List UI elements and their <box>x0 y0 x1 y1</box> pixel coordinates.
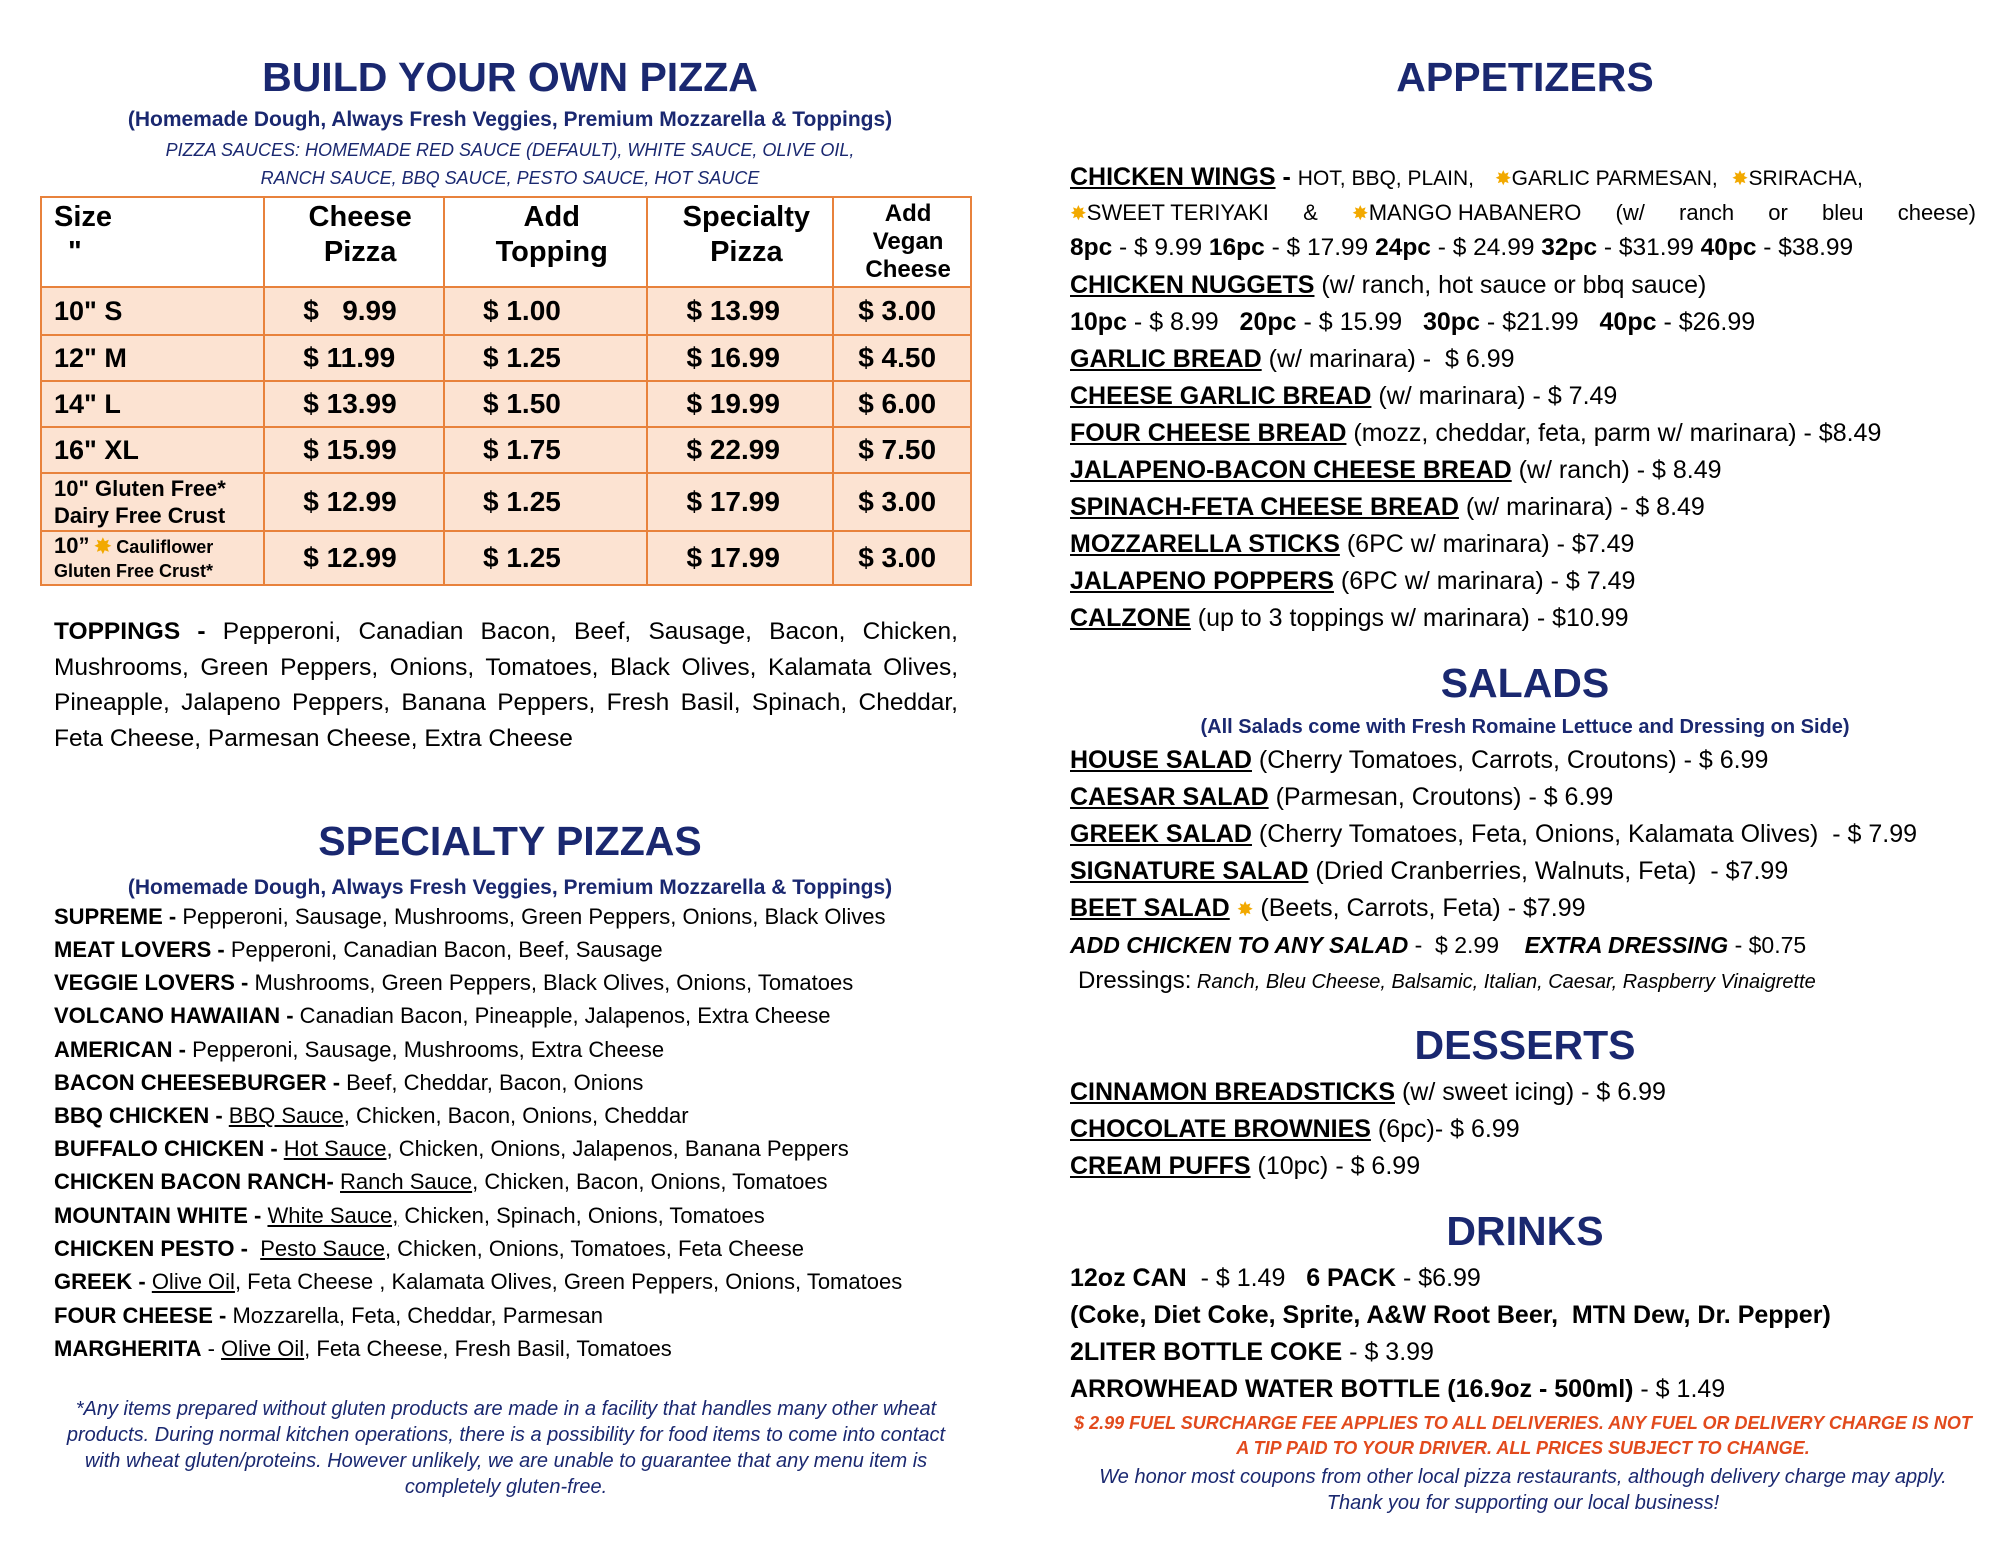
row-topping-price: $ 1.25 <box>444 473 648 531</box>
row-cheese-price: $ 13.99 <box>264 381 444 427</box>
drinks-title: DRINKS <box>1446 1208 1604 1254</box>
pizza-sauces-line-2: RANCH SAUCE, BBQ SAUCE, PESTO SAUCE, HOT SAUCE <box>260 168 760 188</box>
row-specialty-price: $ 19.99 <box>647 381 833 427</box>
header-cheese-pizza: Cheese Pizza <box>264 197 444 287</box>
row-cheese-price: $ 12.99 <box>264 473 444 531</box>
specialty-item: MOUNTAIN WHITE - White Sauce, Chicken, Spinach, Onions, Tomatoes <box>54 1203 765 1228</box>
table-row <box>41 473 971 531</box>
new-item-star-icon: ✸ <box>1494 168 1512 190</box>
dessert-item: CHOCOLATE BROWNIES (6pc)- $ 6.99 <box>1070 1115 1520 1143</box>
menu-item: FOUR CHEESE BREAD (mozz, cheddar, feta, parm w/ marinara) - $8.49 <box>1070 419 1882 447</box>
specialty-item: VEGGIE LOVERS - Mushrooms, Green Peppers, Black Olives, Onions, Tomatoes <box>54 970 854 995</box>
row-topping-price: $ 1.00 <box>444 287 648 335</box>
table-row <box>41 427 971 473</box>
header-size: Size " <box>41 197 264 287</box>
drink-item: ARROWHEAD WATER BOTTLE (16.9oz - 500ml) - $ 1.49 <box>1070 1375 1726 1403</box>
row-specialty-price: $ 16.99 <box>647 335 833 381</box>
salads-subtitle: (All Salads come with Fresh Romaine Lettuce and Dressing on Side) <box>1200 716 1850 738</box>
menu-item: JALAPENO-BACON CHEESE BREAD (w/ ranch) - $ 8.49 <box>1070 456 1722 484</box>
row-topping-price: $ 1.25 <box>444 531 648 585</box>
row-specialty-price: $ 13.99 <box>647 287 833 335</box>
row-vegan-price: $ 7.50 <box>833 427 971 473</box>
drink-item: 2LITER BOTTLE COKE - $ 3.99 <box>1070 1338 1434 1366</box>
specialty-pizzas-title: SPECIALTY PIZZAS <box>318 818 702 864</box>
menu-item: SPINACH-FETA CHEESE BREAD (w/ marinara) - $ 8.49 <box>1070 493 1705 521</box>
specialty-item: MARGHERITA - Olive Oil, Feta Cheese, Fresh Basil, Tomatoes <box>54 1336 672 1361</box>
row-size: 14" L <box>41 381 264 427</box>
salad-item: HOUSE SALAD (Cherry Tomatoes, Carrots, Croutons) - $ 6.99 <box>1070 746 1769 774</box>
toppings-list: TOPPINGS - Pepperoni, Canadian Bacon, Beef, Sausage, Bacon, Chicken, Mushrooms, Green Peppers, Onions, Tomatoes, Black Olives, Kalamata Olives, Pineapple, Jalapeno Peppers, Banana Peppers, Fresh Basil, Spinach, Cheddar, Feta Cheese, Parmesan Cheese, Extra Cheese <box>54 618 958 752</box>
row-vegan-price: $ 3.00 <box>833 473 971 531</box>
dessert-item: CINNAMON BREADSTICKS (w/ sweet icing) - $ 6.99 <box>1070 1078 1666 1106</box>
specialty-item: FOUR CHEESE - Mozzarella, Feta, Cheddar, Parmesan <box>54 1303 603 1328</box>
row-size: 10" S <box>41 287 264 335</box>
pizza-sauces-line-1: PIZZA SAUCES: HOMEMADE RED SAUCE (DEFAULT), WHITE SAUCE, OLIVE OIL, <box>165 140 855 160</box>
row-topping-price: $ 1.25 <box>444 335 648 381</box>
new-item-star-icon: ✸ <box>94 535 112 558</box>
table-row <box>41 381 971 427</box>
chicken-wings-item: CHICKEN WINGS - HOT, BBQ, PLAIN, ✸GARLIC PARMESAN, ✸SRIRACHA, <box>1070 163 1863 191</box>
appetizers-title: APPETIZERS <box>1396 54 1654 100</box>
menu-item: JALAPENO POPPERS (6PC w/ marinara) - $ 7.49 <box>1070 567 1636 595</box>
header-add-vegan-cheese: Add Vegan Cheese <box>833 197 971 287</box>
specialty-item: BUFFALO CHICKEN - Hot Sauce, Chicken, Onions, Jalapenos, Banana Peppers <box>54 1136 849 1161</box>
row-size: 10” ✸ Cauliflower Gluten Free Crust* <box>41 531 264 585</box>
dessert-item: CREAM PUFFS (10pc) - $ 6.99 <box>1070 1152 1421 1180</box>
specialty-item: GREEK - Olive Oil, Feta Cheese , Kalamata Olives, Green Peppers, Onions, Tomatoes <box>54 1269 903 1294</box>
specialty-subtitle: (Homemade Dough, Always Fresh Veggies, Premium Mozzarella & Toppings) <box>127 876 893 899</box>
specialty-item: MEAT LOVERS - Pepperoni, Canadian Bacon, Beef, Sausage <box>54 937 663 962</box>
fuel-surcharge-notice: $ 2.99 FUEL SURCHARGE FEE APPLIES TO ALL DELIVERIES. ANY FUEL OR DELIVERY CHARGE IS NOT A TIP PAID TO YOUR DRIVER. ALL PRICES SUBJECT TO CHANGE. <box>1074 1413 1972 1458</box>
wing-flavors-line: ✸SWEET TERIYAKI & ✸MANGO HABANERO (w/ ranch or bleu cheese) <box>1070 200 1976 225</box>
build-your-own-title: BUILD YOUR OWN PIZZA <box>262 54 758 100</box>
menu-item: CALZONE (up to 3 toppings w/ marinara) - $10.99 <box>1070 604 1629 632</box>
new-item-star-icon: ✸ <box>1351 203 1369 225</box>
new-item-star-icon: ✸ <box>1731 168 1749 190</box>
specialty-item: BBQ CHICKEN - BBQ Sauce, Chicken, Bacon, Onions, Cheddar <box>54 1103 689 1128</box>
row-topping-price: $ 1.50 <box>444 381 648 427</box>
coupon-notice: We honor most coupons from other local pizza restaurants, although delivery charge may apply. Thank you for supporting our local business! <box>1099 1466 1947 1514</box>
nuggets-prices: 10pc - $ 8.99 20pc - $ 15.99 30pc - $21.99 40pc - $26.99 <box>1070 308 1756 336</box>
salad-addons: ADD CHICKEN TO ANY SALAD - $ 2.99 EXTRA DRESSING - $0.75 <box>1070 932 1807 958</box>
table-row <box>41 287 971 335</box>
row-cheese-price: $ 11.99 <box>264 335 444 381</box>
price-table-header <box>41 197 971 287</box>
build-subtitle: (Homemade Dough, Always Fresh Veggies, Premium Mozzarella & Toppings) <box>127 108 893 131</box>
menu-item: CHEESE GARLIC BREAD (w/ marinara) - $ 7.49 <box>1070 382 1618 410</box>
new-item-star-icon: ✸ <box>1236 899 1254 921</box>
salad-item: CAESAR SALAD (Parmesan, Croutons) - $ 6.99 <box>1070 783 1614 811</box>
specialty-item: SUPREME - Pepperoni, Sausage, Mushrooms, Green Peppers, Onions, Black Olives <box>54 904 886 929</box>
salads-title: SALADS <box>1440 660 1610 706</box>
specialty-item: CHICKEN BACON RANCH- Ranch Sauce, Chicken, Bacon, Onions, Tomatoes <box>54 1169 828 1194</box>
specialty-item: BACON CHEESEBURGER - Beef, Cheddar, Bacon, Onions <box>54 1070 644 1095</box>
row-vegan-price: $ 3.00 <box>833 531 971 585</box>
row-specialty-price: $ 22.99 <box>647 427 833 473</box>
row-vegan-price: $ 3.00 <box>833 287 971 335</box>
row-size: 16" XL <box>41 427 264 473</box>
specialty-item: VOLCANO HAWAIIAN - Canadian Bacon, Pineapple, Jalapenos, Extra Cheese <box>54 1003 831 1028</box>
row-topping-price: $ 1.75 <box>444 427 648 473</box>
drink-flavors: (Coke, Diet Coke, Sprite, A&W Root Beer, MTN Dew, Dr. Pepper) <box>1070 1301 1831 1329</box>
specialty-item: AMERICAN - Pepperoni, Sausage, Mushrooms, Extra Cheese <box>54 1037 665 1062</box>
row-size: 10" Gluten Free* Dairy Free Crust <box>41 473 264 531</box>
row-specialty-price: $ 17.99 <box>647 531 833 585</box>
gluten-disclaimer: *Any items prepared without gluten products are made in a facility that handles many other wheat products. During normal kitchen operations, there is a possibility for food items to come into contact with wheat gluten/proteins. However unlikely, we are unable to guarantee that any menu item is completely gluten-free. <box>66 1398 946 1498</box>
row-cheese-price: $ 15.99 <box>264 427 444 473</box>
row-cheese-price: $ 9.99 <box>264 287 444 335</box>
salad-item: GREEK SALAD (Cherry Tomatoes, Feta, Onions, Kalamata Olives) - $ 7.99 <box>1070 820 1918 848</box>
wings-prices: 8pc - $ 9.99 16pc - $ 17.99 24pc - $ 24.99 32pc - $31.99 40pc - $38.99 <box>1070 234 1854 261</box>
salad-item: BEET SALAD ✸ (Beets, Carrots, Feta) - $7.99 <box>1070 894 1586 922</box>
row-specialty-price: $ 17.99 <box>647 473 833 531</box>
pizza-price-table <box>40 196 972 586</box>
menu-item: GARLIC BREAD (w/ marinara) - $ 6.99 <box>1070 345 1515 373</box>
header-specialty-pizza: Specialty Pizza <box>647 197 833 287</box>
menu-item: MOZZARELLA STICKS (6PC w/ marinara) - $7.49 <box>1070 530 1635 558</box>
dressings-list: Dressings: Ranch, Bleu Cheese, Balsamic, Italian, Caesar, Raspberry Vinaigrette <box>1078 967 1816 994</box>
row-size: 12" M <box>41 335 264 381</box>
row-vegan-price: $ 4.50 <box>833 335 971 381</box>
drink-item: 12oz CAN - $ 1.49 6 PACK - $6.99 <box>1070 1264 1481 1292</box>
salad-item: SIGNATURE SALAD (Dried Cranberries, Walnuts, Feta) - $7.99 <box>1070 857 1789 885</box>
specialty-item: CHICKEN PESTO - Pesto Sauce, Chicken, Onions, Tomatoes, Feta Cheese <box>54 1236 804 1261</box>
row-cheese-price: $ 12.99 <box>264 531 444 585</box>
table-row <box>41 531 971 585</box>
new-item-star-icon: ✸ <box>1070 203 1087 225</box>
row-vegan-price: $ 6.00 <box>833 381 971 427</box>
desserts-title: DESSERTS <box>1414 1022 1636 1068</box>
chicken-nuggets-item: CHICKEN NUGGETS (w/ ranch, hot sauce or bbq sauce) <box>1070 271 1707 299</box>
header-add-topping: Add Topping <box>444 197 648 287</box>
table-row <box>41 335 971 381</box>
